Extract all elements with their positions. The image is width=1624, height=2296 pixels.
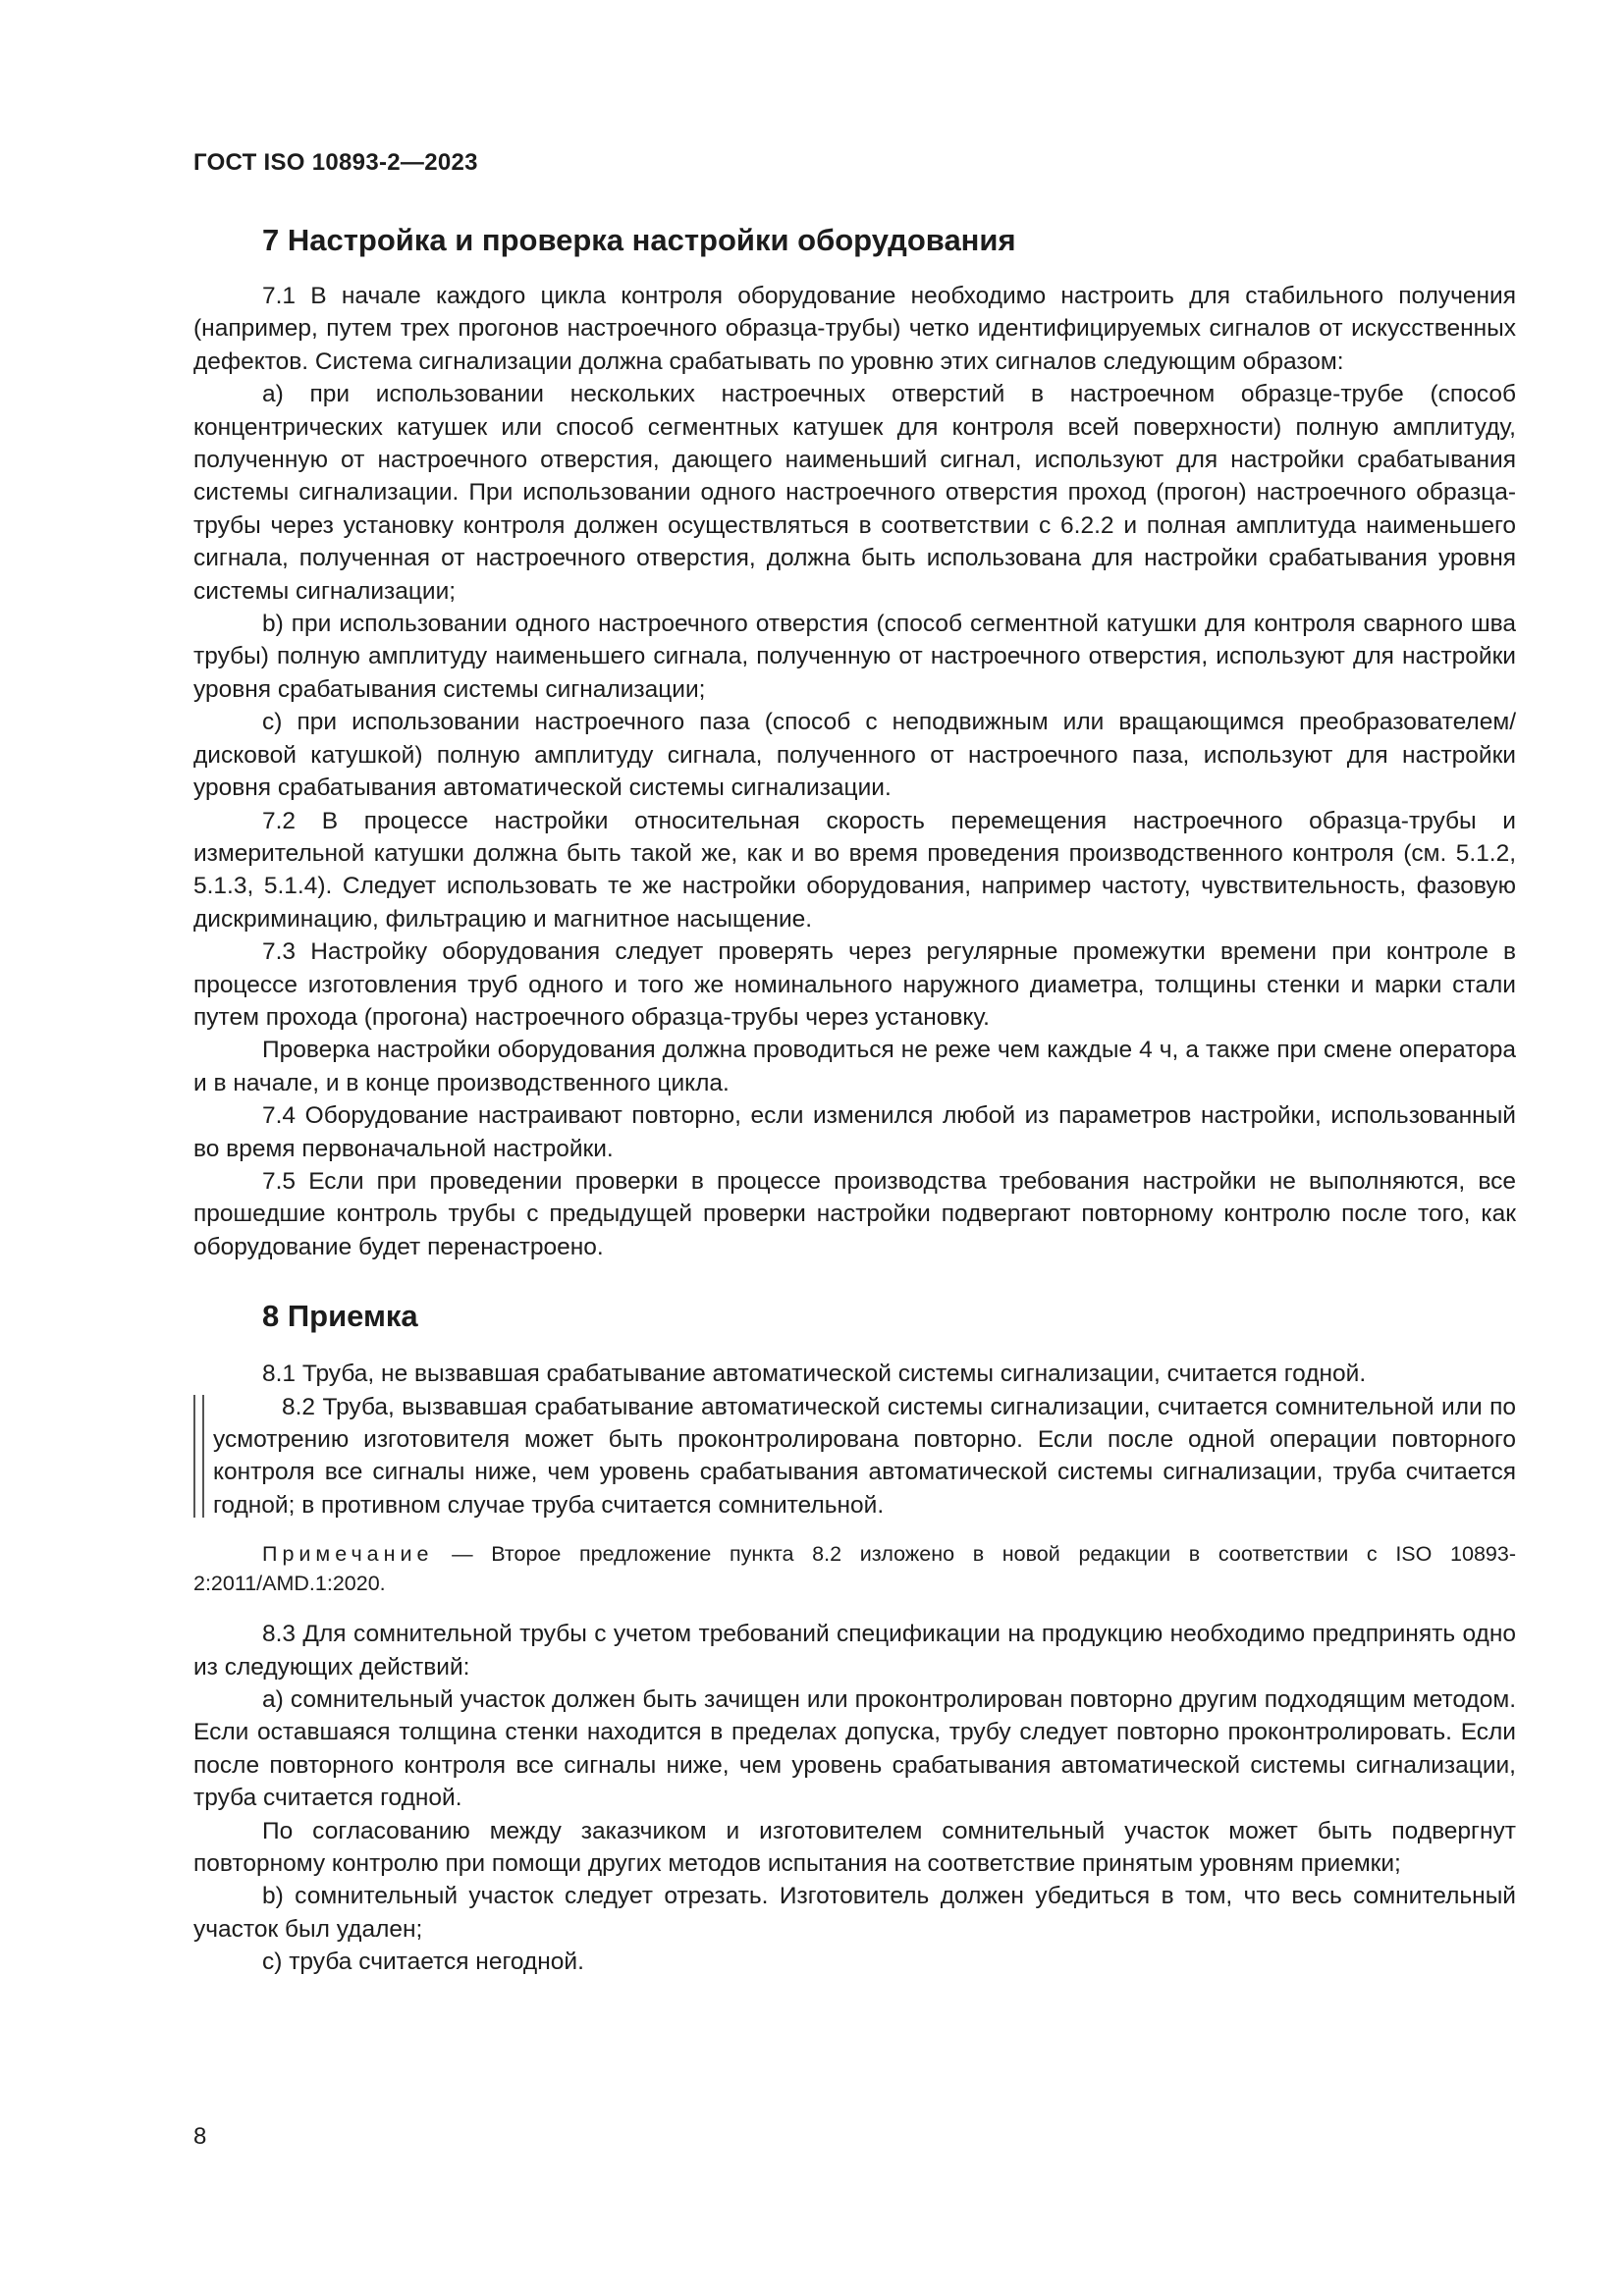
paragraph-7-3: 7.3 Настройку оборудования следует проверять через регулярные промежутки времени при контроле в процессе изготовления труб одного и того же номинального наружного диаметра, толщины стенки и марки стали путем прохода (прогона) настроечного образца-трубы через установку. — [193, 938, 1516, 1031]
paragraph-8-1: 8.1 Труба, не вызвавшая срабатывание автоматической системы сигнализации, считается годной. — [262, 1361, 1367, 1388]
paragraph-8-3-a-agreement: По согласованию между заказчиком и изготовителем сомнительный участок может быть подвергнут повторному контролю при помощи других методов испытания на соответствие принятым уровням приемки; — [193, 1817, 1516, 1878]
standard-code-header: ГОСТ ISO 10893-2—2023 — [193, 149, 478, 176]
note-label: Примечание — [262, 1542, 434, 1567]
change-marker-bar — [193, 1395, 204, 1519]
paragraph-7-5: 7.5 Если при проведении проверки в процессе производства требования настройки не выполняются, все прошедшие контроль трубы с предыдущей проверки настройки подвергают повторному контролю после того, как оборудование будет перенастроено. — [193, 1167, 1516, 1260]
paragraph-8-3: 8.3 Для сомнительной трубы с учетом требований спецификации на продукцию необходимо предпринять одно из следующих действий: — [193, 1621, 1516, 1681]
amended-text-block — [193, 1391, 1516, 1522]
paragraph-7-3-check: Проверка настройки оборудования должна проводиться не реже чем каждые 4 ч, а также при смене оператора и в начале, и в конце производственного цикла. — [193, 1037, 1516, 1096]
paragraph-8-3-a: a) сомнительный участок должен быть зачищен или проконтролирован повторно другим подходящим методом. Если оставшаяся толщина стенки находится в пределах допуска, трубу следует повторно проконтролировать. Если после повторного контроля все сигналы ниже, чем уровень срабатывания автоматической системы сигнализации, труба считается годной. — [193, 1686, 1516, 1812]
paragraph-7-1-c: c) при использовании настроечного паза (способ с неподвижным или вращающимся преобразователем/дисковой катушкой) полную амплитуду сигнала, полученного от настроечного паза, используют для настройки уровня срабатывания автоматической системы сигнализации. — [193, 709, 1516, 802]
paragraph-8-2: 8.2 Труба, вызвавшая срабатывание автоматической системы сигнализации, считается сомнительной или по усмотрению изготовителя может быть проконтролирована повторно. Если после одной операции повторного контроля все сигналы ниже, чем уровень срабатывания автоматической системы сигнализации, труба считается годной; в противном случае труба считается сомнительной. — [213, 1393, 1516, 1519]
paragraph-7-4: 7.4 Оборудование настраивают повторно, если изменился любой из параметров настройки, использованный во время первоначальной настройки. — [193, 1102, 1516, 1162]
note — [193, 1539, 1516, 1598]
document-body — [193, 221, 1516, 1979]
section-8-title: 8 Приемка — [262, 1299, 418, 1334]
paragraph-7-1: 7.1 В начале каждого цикла контроля оборудование необходимо настроить для стабильного получения (например, путем трех прогонов настроечного образца-трубы) четко идентифицируемых сигналов от искусственных дефектов. Система сигнализации должна срабатывать по уровню этих сигналов следующим образом: — [193, 283, 1516, 375]
paragraph-7-2: 7.2 В процессе настройки относительная скорость перемещения настроечного образца-трубы и измерительной катушки должна быть такой же, как и во время проведения производственного контроля (см. 5.1.2, 5.1.3, 5.1.4). Следует использовать те же настройки оборудования, например частоту, чувствительность, фазовую дискриминацию, фильтрацию и магнитное насыщение. — [193, 807, 1516, 933]
paragraph-8-3-b: b) сомнительный участок следует отрезать. Изготовитель должен убедиться в том, что весь сомнительный участок был удален; — [193, 1883, 1516, 1943]
section-7-title: 7 Настройка и проверка настройки оборудования — [262, 223, 1016, 257]
paragraph-7-1-a: a) при использовании нескольких настроечных отверстий в настроечном образце-трубе (способ концентрических катушек или способ сегментных катушек для контроля всей поверхности) полную амплитуду, полученную от настроечного отверстия, дающего наименьший сигнал, используют для настройки срабатывания системы сигнализации. При использовании одного настроечного отверстия проход (прогон) настроечного образца-трубы через установку контроля должен осуществляться в соответствии с 6.2.2 и полная амплитуда наименьшего сигнала, полученная от настроечного отверстия, должна быть использована для настройки срабатывания уровня системы сигнализации; — [193, 381, 1516, 605]
paragraph-7-1-b: b) при использовании одного настроечного отверстия (способ сегментной катушки для контроля сварного шва трубы) полную амплитуду наименьшего сигнала, полученную от настроечного отверстия, используют для настройки уровня срабатывания системы сигнализации; — [193, 611, 1516, 703]
note-text: — Второе предложение пункта 8.2 изложено в новой редакции в соответствии с ISO 10893-2:2011/AMD.1:2020. — [193, 1542, 1516, 1596]
paragraph-8-3-c: c) труба считается негодной. — [262, 1949, 584, 1976]
page-number: 8 — [193, 2123, 207, 2150]
